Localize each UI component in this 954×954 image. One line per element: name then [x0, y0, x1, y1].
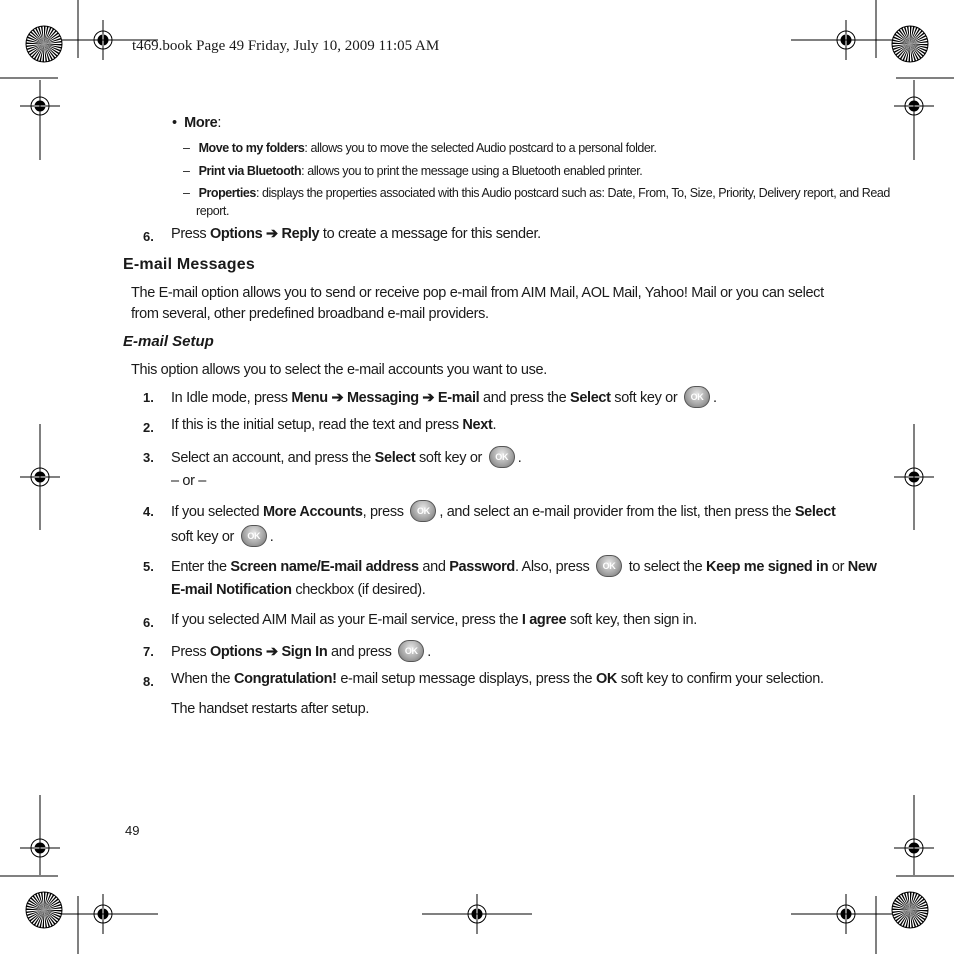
menu-path: Options ➔ Sign In: [210, 643, 328, 660]
step-5-line2: [171, 582, 425, 598]
text: When the: [171, 671, 234, 687]
menu-path: Menu ➔ Messaging ➔ E-mail: [291, 389, 480, 406]
step-number: 6.: [143, 615, 154, 630]
text: .: [427, 643, 431, 660]
text: or: [828, 558, 848, 575]
text: soft key, then sign in.: [566, 612, 697, 628]
more-item-print: [183, 164, 642, 178]
text: , press: [362, 503, 408, 520]
key-name: Next: [462, 417, 493, 433]
more-bullet-line: [172, 115, 221, 131]
text: checkbox (if desired).: [291, 582, 426, 598]
step-6: [171, 612, 697, 628]
step-number: 1.: [143, 390, 154, 405]
message-name: Congratulation!: [233, 671, 337, 687]
step-4-line2: [171, 526, 273, 548]
step-8: [171, 671, 824, 687]
option-name: Keep me signed in: [706, 558, 829, 575]
colon: :: [217, 115, 222, 131]
text: e-mail setup message displays, press the: [336, 671, 596, 687]
text: to create a message for this sender.: [319, 226, 541, 242]
section-intro-line2: from several, other predefined broadband e-mail providers.: [131, 306, 489, 322]
field-name: Screen name/E-mail address: [230, 558, 419, 575]
page-number: 49: [125, 823, 140, 838]
item-label: Move to my folders: [198, 141, 305, 155]
dash: –: [183, 141, 190, 155]
section-intro-line1: The E-mail option allows you to send or receive pop e-mail from AIM Mail, AOL Mail, Yahoo! Mail or you can select: [131, 285, 824, 301]
field-name: Password: [449, 558, 515, 575]
registration-star: [892, 892, 928, 928]
key-name: Select: [374, 449, 416, 466]
text: .: [713, 389, 717, 406]
step-1: [171, 387, 717, 409]
option-name: New: [847, 558, 877, 575]
text: Press: [171, 226, 210, 242]
text: , and select an e-mail provider from the list, then press the: [439, 503, 795, 520]
step-number: 5.: [143, 559, 154, 574]
ok-key-icon: OK: [684, 386, 710, 408]
item-text: : allows you to print the message using a Bluetooth enabled printer.: [301, 164, 643, 178]
registration-star: [26, 892, 62, 928]
more-item-move: [183, 141, 656, 155]
item-label: Print via Bluetooth: [198, 164, 302, 178]
ok-key-icon: OK: [398, 640, 424, 662]
more-item-properties-cont: report.: [196, 204, 229, 218]
step-number: 2.: [143, 420, 154, 435]
text: .: [517, 449, 522, 466]
subsection-intro: This option allows you to select the e-mail accounts you want to use.: [131, 362, 547, 378]
step-number: 8.: [143, 674, 154, 689]
step-3: [171, 447, 521, 469]
key-name: Select: [570, 389, 611, 406]
item-text: : displays the properties associated with this Audio postcard such as: Date, From, To, Size, Priority, Delivery report, and Read: [255, 186, 890, 200]
item-text: : allows you to move the selected Audio postcard to a personal folder.: [304, 141, 657, 155]
key-name: I agree: [521, 612, 567, 628]
text: In Idle mode, press: [171, 389, 292, 406]
dash: –: [183, 164, 190, 178]
text: If you selected: [171, 503, 263, 520]
step-8-note: The handset restarts after setup.: [171, 701, 370, 717]
step-4-line1: [171, 501, 835, 523]
step-number: 7.: [143, 644, 154, 659]
step-number: 4.: [143, 504, 154, 519]
section-title: E-mail Messages: [123, 256, 255, 273]
text: . Also, press: [514, 558, 594, 575]
option-name: More Accounts: [262, 503, 363, 520]
step-7: [171, 641, 431, 663]
step-5-line1: [171, 556, 877, 578]
text: soft key to confirm your selection.: [617, 671, 824, 687]
text: and press: [327, 643, 396, 660]
menu-path: Options ➔ Reply: [210, 226, 320, 242]
ok-key-icon: OK: [596, 555, 622, 577]
item-label: Properties: [198, 186, 256, 200]
registration-star: [892, 26, 928, 62]
text: .: [269, 528, 274, 545]
key-name: OK: [595, 671, 618, 687]
subsection-title: E-mail Setup: [123, 333, 214, 350]
step-number: 6.: [143, 229, 154, 244]
step-2: [171, 417, 496, 433]
text: and press the: [479, 389, 570, 406]
or-separator: – or –: [171, 473, 206, 489]
ok-key-icon: OK: [410, 500, 436, 522]
key-name: Select: [794, 503, 836, 520]
more-label: More: [184, 115, 218, 131]
bullet: •: [172, 115, 177, 131]
text: .: [492, 417, 497, 433]
text: Select an account, and press the: [171, 449, 375, 466]
ok-key-icon: OK: [241, 525, 267, 547]
step-6-reply: [171, 226, 541, 242]
text: If this is the initial setup, read the text and press: [171, 417, 463, 433]
text: Press: [171, 643, 210, 660]
dash: –: [183, 186, 190, 200]
more-item-properties: [183, 186, 890, 200]
text: soft key or: [171, 528, 238, 545]
step-number: 3.: [143, 450, 154, 465]
text: soft key or: [610, 389, 682, 406]
option-name: E-mail Notification: [171, 582, 292, 598]
print-slug: t469.book Page 49 Friday, July 10, 2009 11:05 AM: [132, 38, 440, 54]
text: Enter the: [171, 558, 231, 575]
ok-key-icon: OK: [489, 446, 515, 468]
registration-star: [26, 26, 62, 62]
text: and: [418, 558, 450, 575]
text: to select the: [625, 558, 707, 575]
text: soft key or: [415, 449, 486, 466]
text: If you selected AIM Mail as your E-mail service, press the: [171, 612, 522, 628]
